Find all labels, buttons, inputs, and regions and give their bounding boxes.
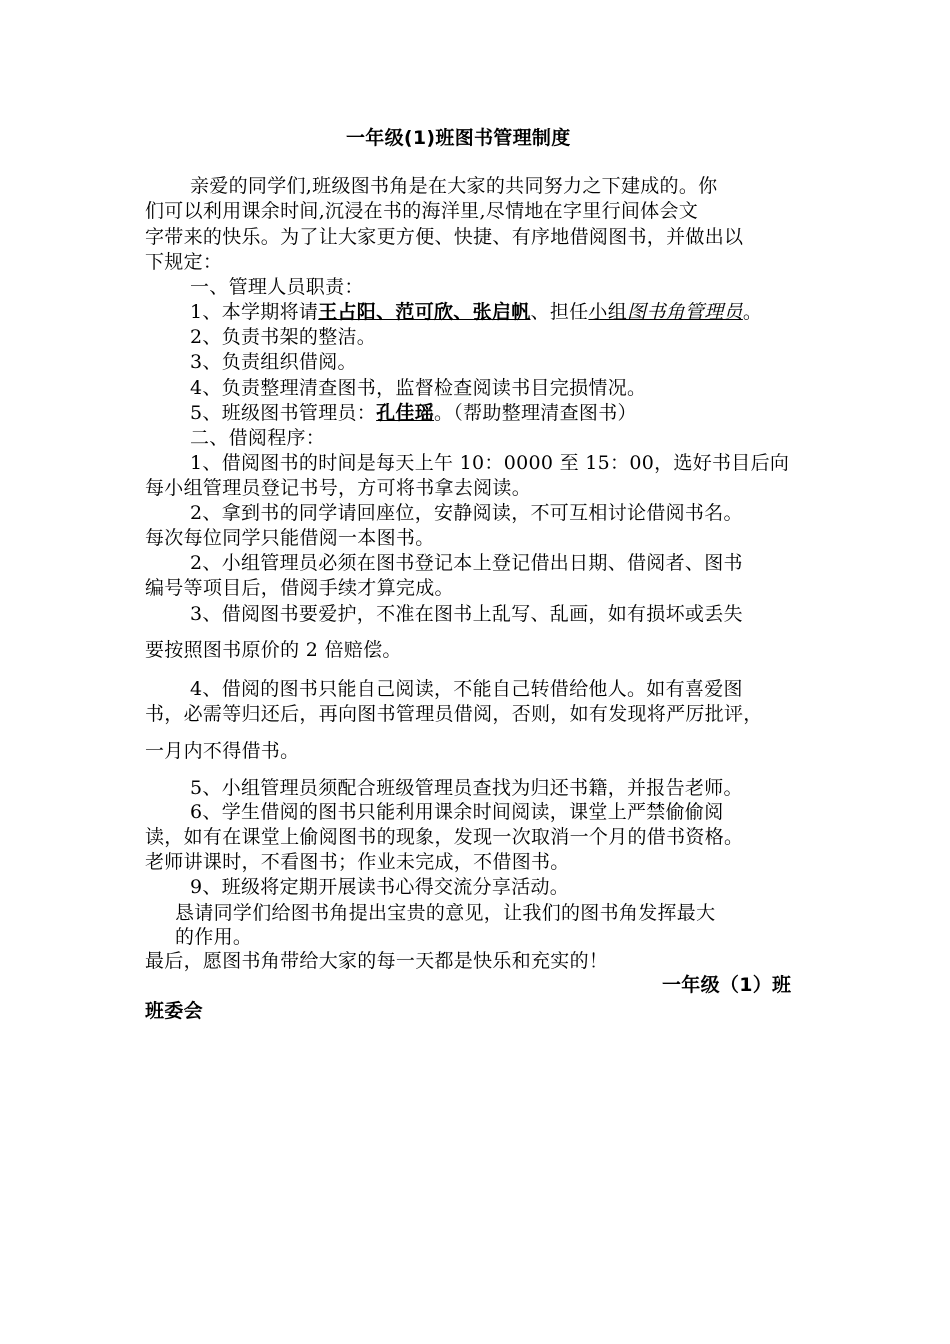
role-group: 小组: [588, 301, 628, 323]
rule-line: 编号等项目后，借阅手续才算完成。: [145, 577, 454, 599]
role-title: 图书角管理员: [627, 301, 743, 323]
intro-line-1: 亲爱的同学们,班级图书角是在大家的共同努力之下建成的。你: [190, 175, 718, 197]
rule-line: 老师讲课时，不看图书；作业未完成，不借图书。: [145, 851, 570, 873]
item-3: 3、负责组织借阅。: [190, 351, 357, 373]
item1-prefix: 1、本学期将请: [190, 301, 319, 323]
item5-suffix: 。（帮助整理清查图书）: [434, 402, 637, 424]
item-1: [190, 300, 762, 324]
rule-line: 读，如有在课堂上偷阅图书的现象，发现一次取消一个月的借书资格。: [145, 826, 744, 848]
closing-line-1: 恳请同学们给图书角提出宝贵的意见，让我们的图书角发挥最大: [175, 902, 716, 924]
section2-heading: 二、借阅程序：: [190, 427, 326, 449]
intro-line-3: 字带来的快乐。为了让大家更方便、快捷、有序地借阅图书，并做出以: [145, 226, 744, 248]
rule-line: 要按照图书原价的 2 倍赔偿。: [145, 639, 402, 661]
signature-class: 一年级（1）班: [662, 974, 792, 996]
item1-suffix: 。: [742, 301, 763, 323]
item-4: 4、负责整理清查图书，监督检查阅读书目完损情况。: [190, 377, 647, 399]
intro-line-4: 下规定：: [145, 251, 223, 273]
manager-names: 王占阳、范可欣、张启帆: [318, 301, 531, 323]
rule-line: 3、借阅图书要爱护，不准在图书上乱写、乱画，如有损坏或丢失: [190, 603, 743, 625]
rule-line: 9、班级将定期开展读书心得交流分享活动。: [190, 876, 570, 898]
rule-line: 书，必需等归还后，再向图书管理员借阅，否则，如有发现将严厉批评，: [145, 703, 763, 725]
item-2: 2、负责书架的整洁。: [190, 326, 377, 348]
item-5: [190, 401, 637, 425]
rule-line: 5、小组管理员须配合班级管理员查找为归还书籍，并报告老师。: [190, 777, 743, 799]
rule-line: 每次每位同学只能借阅一本图书。: [145, 527, 435, 549]
class-librarian-name: 孔佳瑶: [376, 402, 434, 424]
item1-middle: 、担任: [530, 301, 589, 323]
rule-line: 每小组管理员登记书号，方可将书拿去阅读。: [145, 477, 532, 499]
rule-line: 1、借阅图书的时间是每天上午 10：0000 至 15：00，选好书目后向: [190, 452, 790, 474]
closing-line-3: 最后，愿图书角带给大家的每一天都是快乐和充实的！: [145, 950, 609, 972]
closing-line-2: 的作用。: [175, 926, 253, 948]
rule-line: 2、拿到书的同学请回座位，安静阅读，不可互相讨论借阅书名。: [190, 502, 743, 524]
item5-prefix: 5、班级图书管理员：: [190, 402, 377, 424]
rule-line: 2、小组管理员必须在图书登记本上登记借出日期、借阅者、图书: [190, 552, 743, 574]
intro-line-2: 们可以利用课余时间,沉浸在书的海洋里,尽情地在字里行间体会文: [145, 200, 699, 222]
section1-heading: 一、管理人员职责：: [190, 276, 364, 298]
signature-committee: 班委会: [145, 1000, 203, 1022]
rule-line: 一月内不得借书。: [145, 740, 300, 762]
rule-line: 4、借阅的图书只能自己阅读，不能自己转借给他人。如有喜爱图: [190, 678, 743, 700]
document-title: 一年级(1)班图书管理制度: [346, 127, 571, 149]
rule-line: 6、学生借阅的图书只能利用课余时间阅读，课堂上严禁偷偷阅: [190, 801, 724, 823]
